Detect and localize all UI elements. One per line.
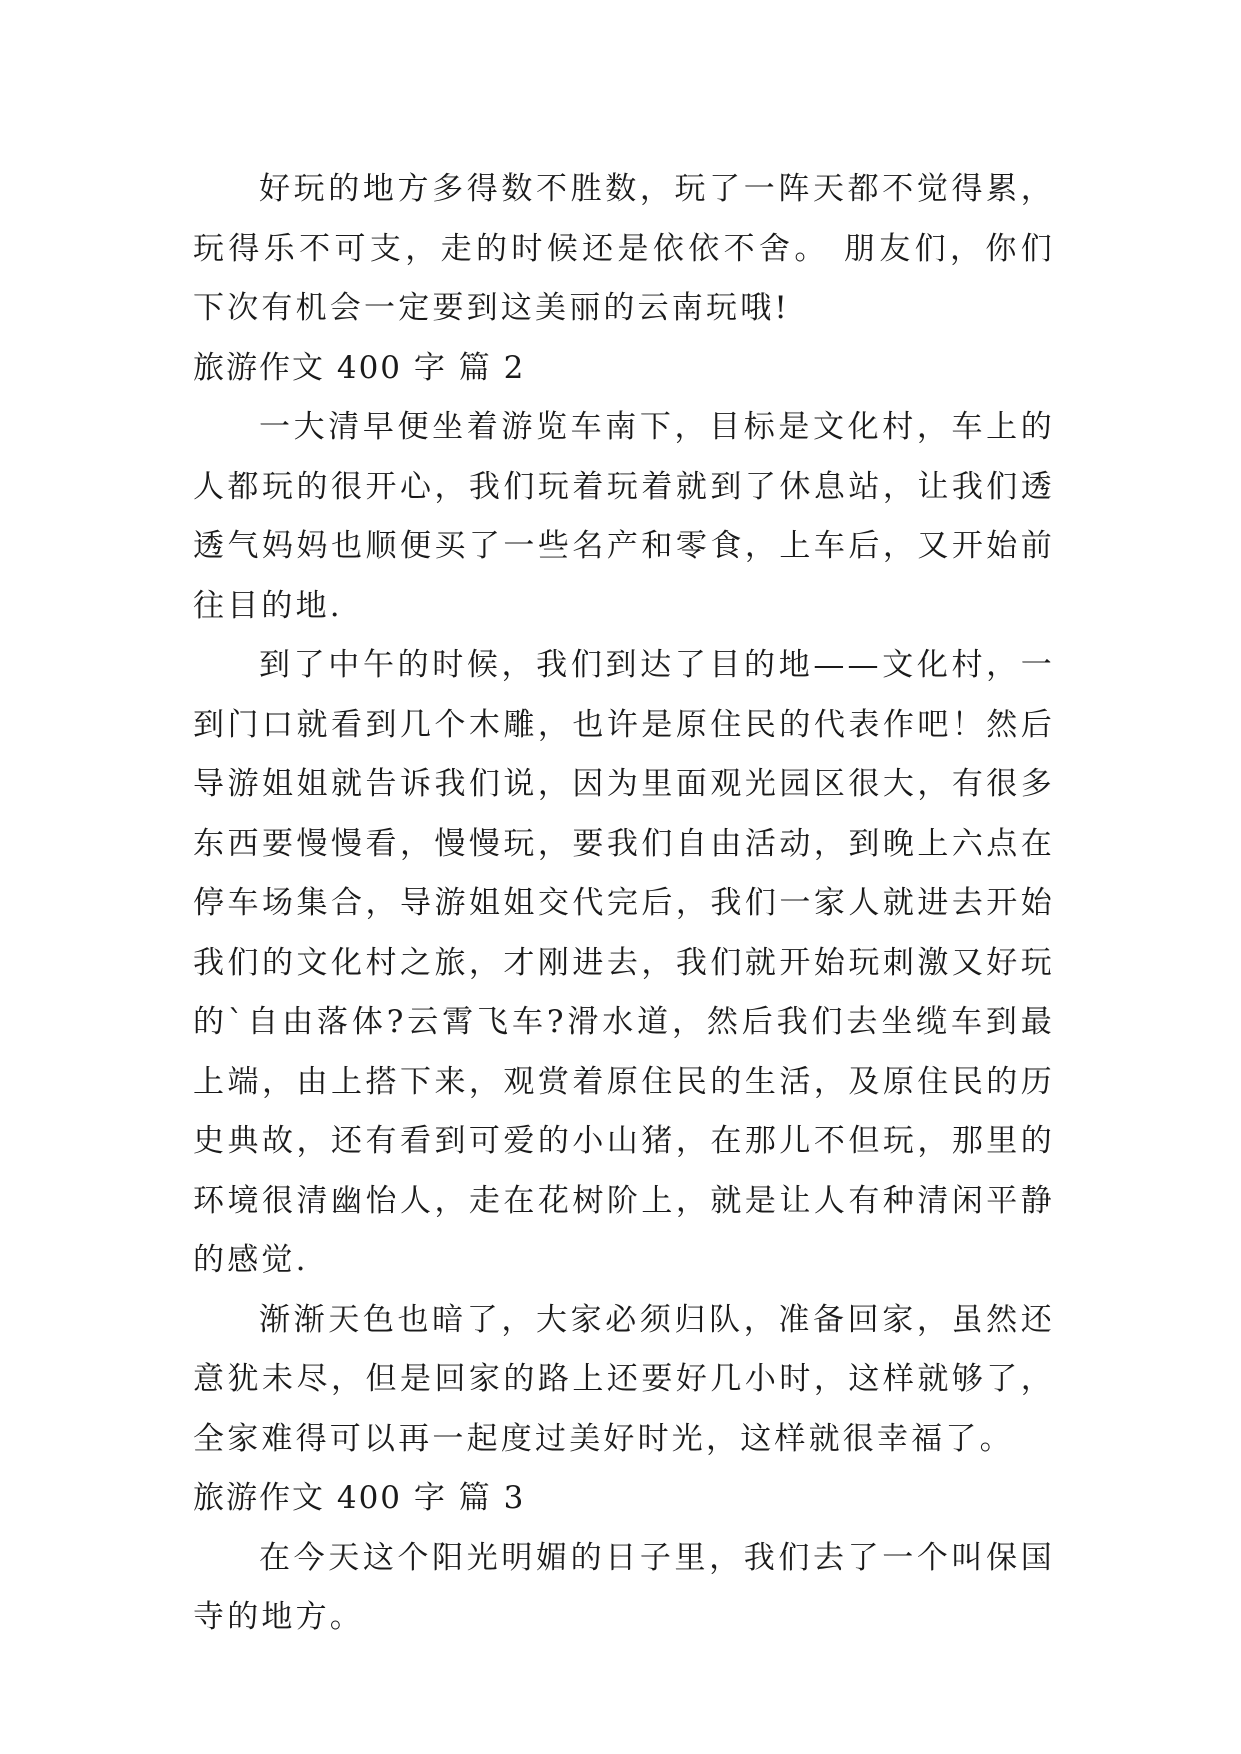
section-heading: 旅游作文 400 字 篇 2 [193, 349, 526, 386]
body-paragraph: 在今天这个阳光明媚的日子里，我们去了一个叫保国寺的地方。 [193, 1539, 1055, 1635]
body-paragraph: 好玩的地方多得数不胜数，玩了一阵天都不觉得累，玩得乐不可支，走的时候还是依依不舍。 朋友们，你们下次有机会一定要到这美丽的云南玩哦! [193, 171, 1055, 326]
body-paragraph: 渐渐天色也暗了，大家必须归队，准备回家，虽然还意犹未尽，但是回家的路上还要好几小时，这样就够了，全家难得可以再一起度过美好时光，这样就很幸福了。 [193, 1301, 1055, 1457]
body-paragraph: 一大清早便坐着游览车南下，目标是文化村，车上的人都玩的很开心，我们玩着玩着就到了休息站，让我们透透气妈妈也顺便买了一些名产和零食，上车后，又开始前往目的地. [193, 409, 1055, 624]
document-body [193, 160, 1055, 1648]
body-paragraph: 到了中午的时候，我们到达了目的地——文化村，一到门口就看到几个木雕，也许是原住民的代表作吧！然后导游姐姐就告诉我们说，因为里面观光园区很大，有很多东西要慢慢看，慢慢玩，要我们自由活动，到晚上六点在停车场集合，导游姐姐交代完后，我们一家人就进去开始我们的文化村之旅，才刚进去，我们就开始玩刺激又好玩的`自由落体?云霄飞车?滑水道，然后我们去坐缆车到最上端，由上搭下来，观赏着原住民的生活，及原住民的历史典故，还有看到可爱的小山猪，在那儿不但玩，那里的环境很清幽怡人，走在花树阶上，就是让人有种清闲平静的感觉. [193, 647, 1055, 1278]
section-heading: 旅游作文 400 字 篇 3 [193, 1480, 526, 1516]
